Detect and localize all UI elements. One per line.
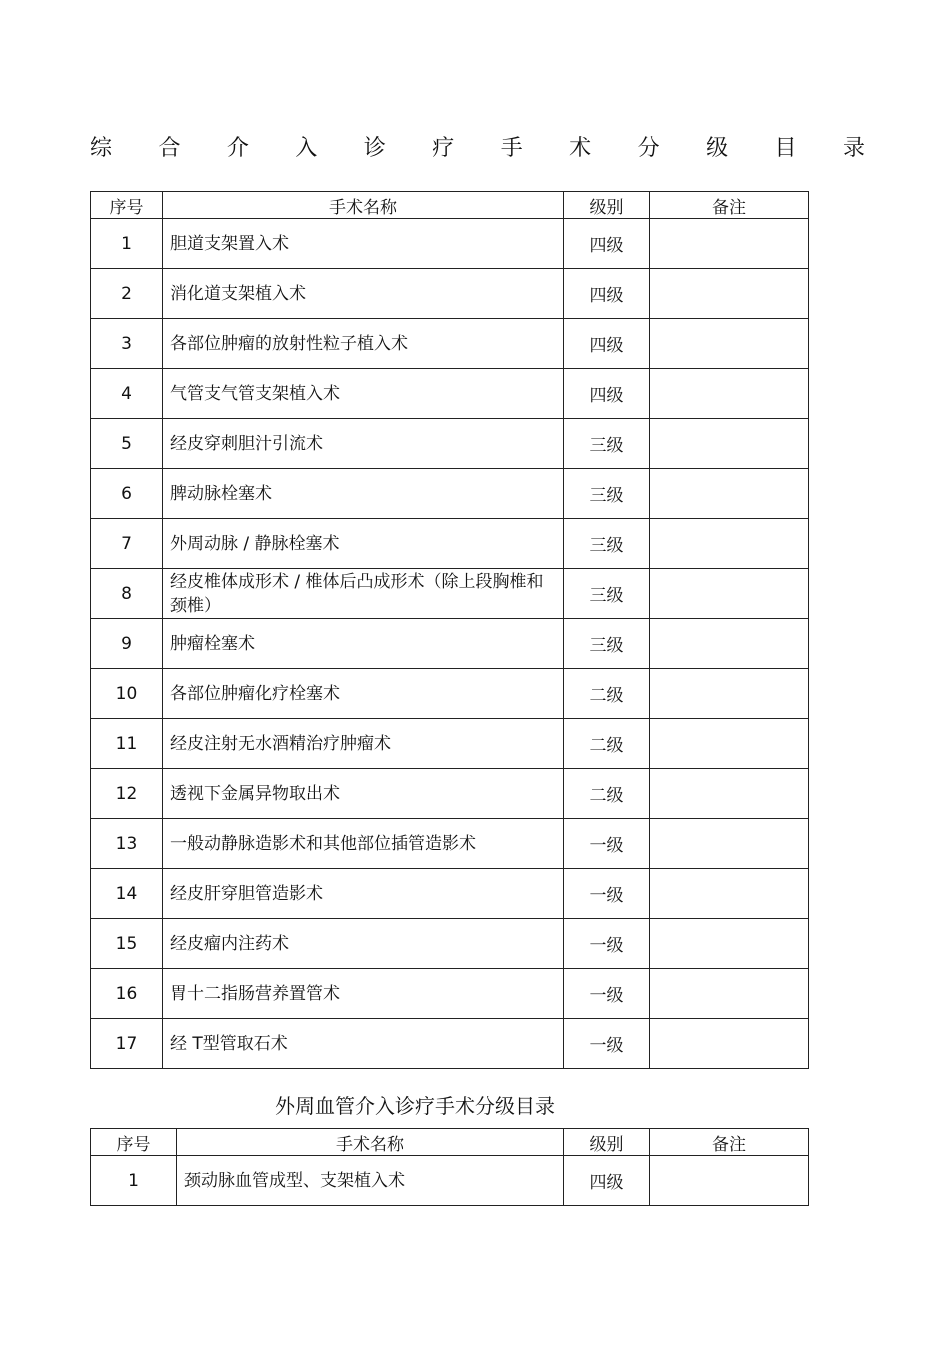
title-char: 录	[842, 135, 865, 161]
table-header-row	[91, 192, 809, 219]
procedure-level: 一级	[564, 1019, 650, 1069]
procedure-note	[650, 769, 809, 819]
procedure-level: 四级	[564, 269, 650, 319]
procedure-name: 各部位肿瘤的放射性粒子植入术	[163, 319, 564, 369]
table-row	[91, 569, 809, 619]
title-char: 术	[569, 135, 592, 161]
row-number: 4	[91, 369, 163, 419]
table-row	[91, 669, 809, 719]
procedure-level: 四级	[564, 319, 650, 369]
row-number: 8	[91, 569, 163, 619]
title-char: 疗	[432, 135, 455, 161]
procedure-note	[650, 219, 809, 269]
title-char: 级	[706, 135, 729, 161]
procedure-note	[650, 369, 809, 419]
table-header-row	[91, 1129, 809, 1156]
procedure-note	[650, 919, 809, 969]
procedure-name: 经皮注射无水酒精治疗肿瘤术	[163, 719, 564, 769]
procedure-level: 二级	[564, 719, 650, 769]
table-row	[91, 969, 809, 1019]
procedure-name: 一般动静脉造影术和其他部位插管造影术	[163, 819, 564, 869]
procedure-level: 四级	[564, 219, 650, 269]
procedure-name: 经皮瘤内注药术	[163, 919, 564, 969]
title-char: 诊	[363, 135, 386, 161]
row-number: 15	[91, 919, 163, 969]
procedure-name: 气管支气管支架植入术	[163, 369, 564, 419]
table-row	[91, 269, 809, 319]
header-level: 级别	[564, 192, 650, 219]
procedure-note	[650, 319, 809, 369]
row-number: 7	[91, 519, 163, 569]
row-number: 6	[91, 469, 163, 519]
table-row	[91, 719, 809, 769]
table-row	[91, 419, 809, 469]
procedure-level: 三级	[564, 619, 650, 669]
procedure-level: 一级	[564, 819, 650, 869]
document-title	[90, 130, 865, 162]
procedure-level: 二级	[564, 769, 650, 819]
table-row	[91, 469, 809, 519]
table-row	[91, 919, 809, 969]
procedure-name: 消化道支架植入术	[163, 269, 564, 319]
row-number: 5	[91, 419, 163, 469]
title-char: 手	[500, 135, 523, 161]
row-number: 16	[91, 969, 163, 1019]
procedure-name: 经 T型管取石术	[163, 1019, 564, 1069]
title-char: 合	[158, 135, 181, 161]
row-number: 3	[91, 319, 163, 369]
procedure-level: 三级	[564, 419, 650, 469]
procedure-name: 颈动脉血管成型、支架植入术	[177, 1156, 564, 1206]
procedure-name: 外周动脉 / 静脉栓塞术	[163, 519, 564, 569]
title-char: 综	[90, 135, 113, 161]
title-char: 目	[774, 135, 797, 161]
row-number: 17	[91, 1019, 163, 1069]
table-row	[91, 769, 809, 819]
procedure-level: 三级	[564, 469, 650, 519]
procedure-note	[650, 1019, 809, 1069]
procedure-note	[650, 469, 809, 519]
procedure-name: 各部位肿瘤化疗栓塞术	[163, 669, 564, 719]
procedure-note	[650, 819, 809, 869]
procedure-note	[650, 519, 809, 569]
header-procedure-name: 手术名称	[163, 192, 564, 219]
table-row	[91, 219, 809, 269]
procedure-name: 经皮肝穿胆管造影术	[163, 869, 564, 919]
procedure-note	[650, 1156, 809, 1206]
row-number: 2	[91, 269, 163, 319]
procedure-level: 一级	[564, 969, 650, 1019]
procedure-name: 脾动脉栓塞术	[163, 469, 564, 519]
title-char: 介	[226, 135, 249, 161]
row-number: 11	[91, 719, 163, 769]
procedure-level: 一级	[564, 919, 650, 969]
header-level: 级别	[564, 1129, 650, 1156]
title-char: 入	[295, 135, 318, 161]
procedure-note	[650, 269, 809, 319]
procedure-note	[650, 669, 809, 719]
procedure-name: 肿瘤栓塞术	[163, 619, 564, 669]
procedure-level: 四级	[564, 1156, 650, 1206]
table-row	[91, 519, 809, 569]
table-row	[91, 819, 809, 869]
procedure-name: 透视下金属异物取出术	[163, 769, 564, 819]
row-number: 10	[91, 669, 163, 719]
procedure-name: 胆道支架置入术	[163, 219, 564, 269]
table-row	[91, 319, 809, 369]
row-number: 14	[91, 869, 163, 919]
procedure-level: 三级	[564, 569, 650, 619]
table-row	[91, 619, 809, 669]
procedure-note	[650, 969, 809, 1019]
procedure-note	[650, 869, 809, 919]
header-notes: 备注	[650, 1129, 809, 1156]
procedure-table-peripheral-vascular	[90, 1128, 809, 1206]
header-number: 序号	[91, 192, 163, 219]
row-number: 1	[91, 219, 163, 269]
table-row	[91, 1156, 809, 1206]
procedure-level: 一级	[564, 869, 650, 919]
header-notes: 备注	[650, 192, 809, 219]
procedure-level: 三级	[564, 519, 650, 569]
row-number: 13	[91, 819, 163, 869]
procedure-note	[650, 419, 809, 469]
procedure-note	[650, 619, 809, 669]
table-row	[91, 869, 809, 919]
row-number: 1	[91, 1156, 177, 1206]
row-number: 12	[91, 769, 163, 819]
row-number: 9	[91, 619, 163, 669]
procedure-table-general	[90, 191, 809, 1069]
procedure-note	[650, 719, 809, 769]
procedure-note	[650, 569, 809, 619]
procedure-name: 胃十二指肠营养置管术	[163, 969, 564, 1019]
header-procedure-name: 手术名称	[177, 1129, 564, 1156]
title-char: 分	[637, 135, 660, 161]
header-number: 序号	[91, 1129, 177, 1156]
procedure-name: 经皮椎体成形术 / 椎体后凸成形术（除上段胸椎和颈椎）	[163, 569, 564, 619]
table-row	[91, 369, 809, 419]
procedure-name: 经皮穿刺胆汁引流术	[163, 419, 564, 469]
table-row	[91, 1019, 809, 1069]
procedure-level: 四级	[564, 369, 650, 419]
section-title: 外周血管介入诊疗手术分级目录	[275, 1094, 555, 1118]
procedure-level: 二级	[564, 669, 650, 719]
